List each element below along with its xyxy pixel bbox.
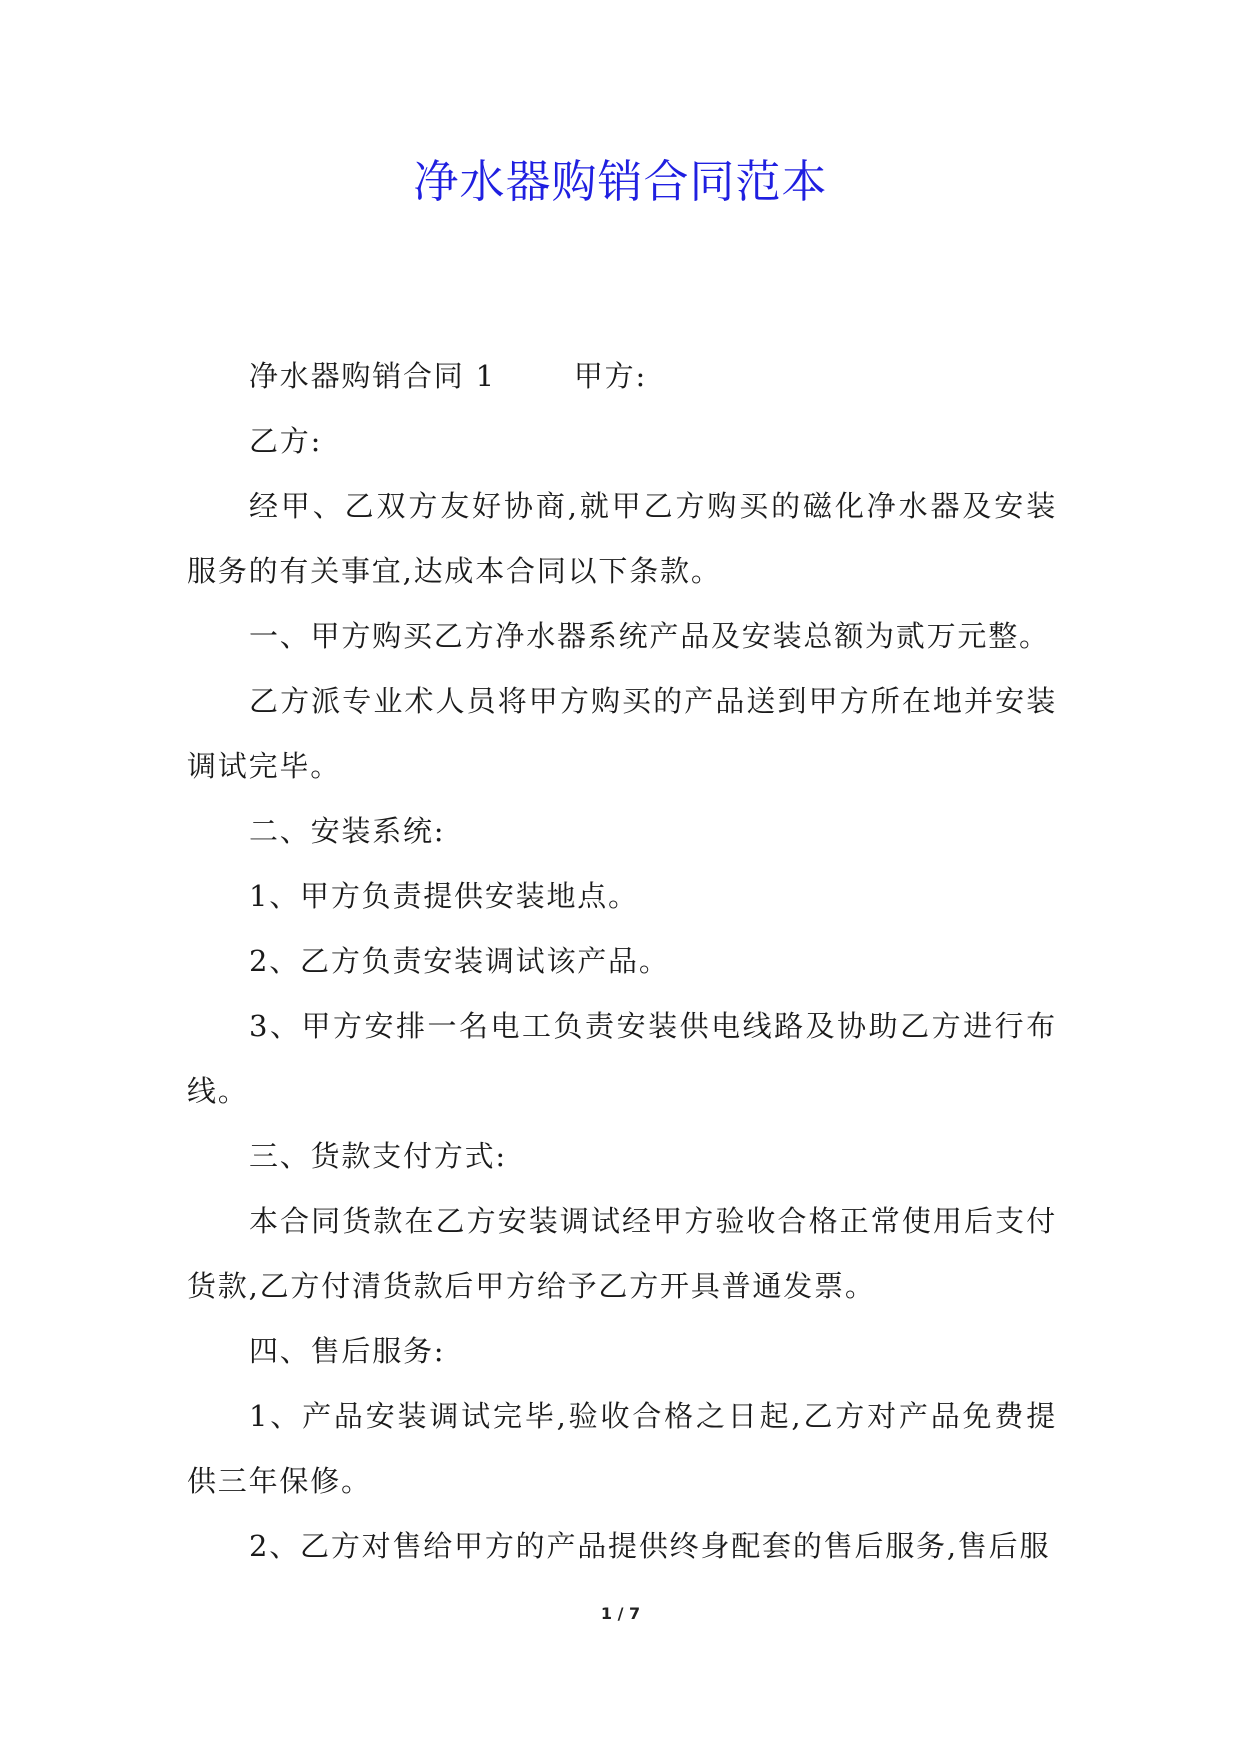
paragraph: 1、甲方负责提供安装地点。 (249, 879, 639, 913)
section-heading: 三、货款支付方式: (249, 1139, 507, 1173)
paragraph: 2、乙方负责安装调试该产品。 (249, 944, 670, 978)
section-heading: 二、安装系统: (249, 814, 446, 848)
paragraph: 3、甲方安排一名电工负责安装供电线路及协助乙方进行布线。 (187, 1009, 1057, 1108)
document-body (187, 344, 1057, 1579)
paragraph: 经甲、乙双方友好协商,就甲乙方购买的磁化净水器及安装服务的有关事宜,达成本合同以下条款。 (187, 489, 1057, 588)
party-a-label: 甲方: (573, 359, 648, 393)
paragraph: 本合同货款在乙方安装调试经甲方验收合格正常使用后支付货款,乙方付清货款后甲方给予乙方开具普通发票。 (187, 1204, 1057, 1303)
header-line (187, 344, 1057, 409)
paragraph: 2、乙方对售给甲方的产品提供终身配套的售后服务,售后服 (249, 1529, 1051, 1563)
document-title: 净水器购销合同范本 (413, 155, 828, 208)
section-heading: 四、售后服务: (249, 1334, 446, 1368)
contract-heading: 净水器购销合同 1 (249, 359, 496, 393)
page-number: 1 / 7 (600, 1604, 641, 1623)
paragraph: 乙方: (249, 424, 323, 458)
paragraph: 1、产品安装调试完毕,验收合格之日起,乙方对产品免费提供三年保修。 (187, 1399, 1057, 1498)
paragraph: 乙方派专业术人员将甲方购买的产品送到甲方所在地并安装调试完毕。 (187, 684, 1057, 783)
paragraph: 一、甲方购买乙方净水器系统产品及安装总额为贰万元整。 (249, 619, 1050, 653)
